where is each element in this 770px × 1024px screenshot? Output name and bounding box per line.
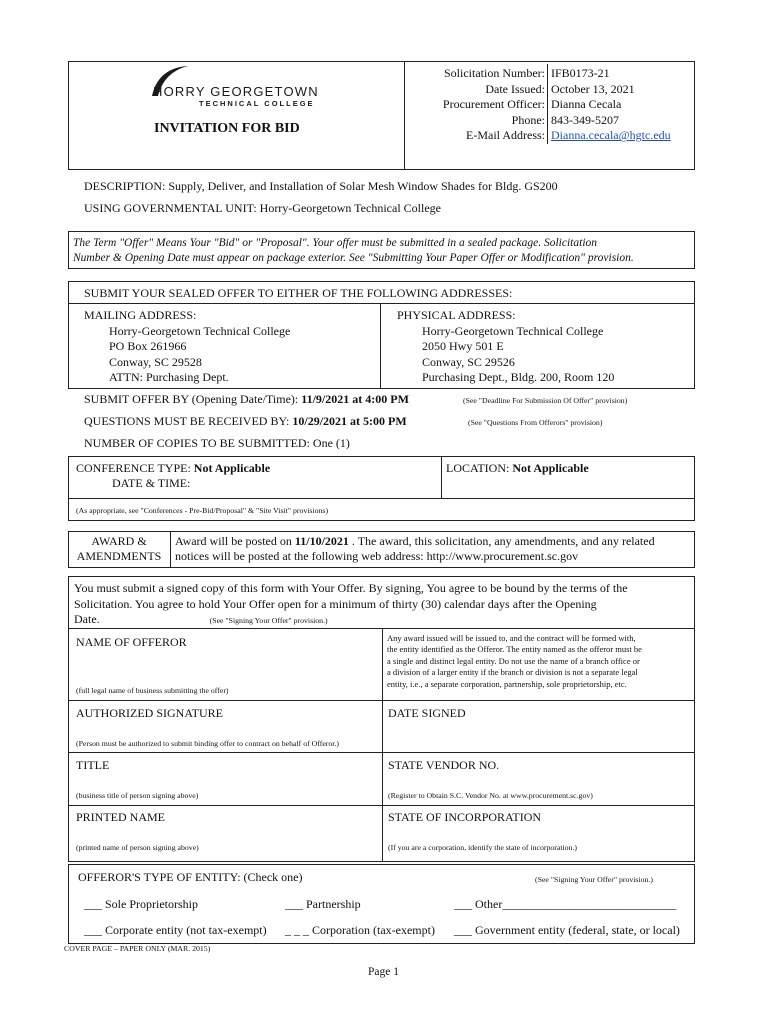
vendor-number-note: (Register to Obtain S.C. Vendor No. at www.procurement.sc.gov) — [388, 791, 593, 800]
offer-notice-line2: Number & Opening Date must appear on package exterior. See "Submitting Your Paper Offer or Modification" provision. — [73, 252, 634, 264]
questions-by-note: (See "Questions From Offerors" provision) — [468, 418, 603, 427]
award-text-part: . The award, this solicitation, any amendments, and any related — [348, 534, 655, 548]
award-text — [175, 534, 655, 564]
physical-address-title: PHYSICAL ADDRESS: — [397, 308, 516, 322]
submit-by-label: SUBMIT OFFER BY (Opening Date/Time): — [84, 392, 302, 406]
date-issued-label: Date Issued: — [485, 81, 545, 96]
mailing-address — [84, 308, 290, 386]
name-of-offeror-label: NAME OF OFFEROR — [76, 635, 187, 649]
title-field[interactable] — [68, 772, 382, 790]
questions-by-label: QUESTIONS MUST BE RECEIVED BY: — [84, 414, 293, 428]
field-separator — [547, 64, 548, 144]
conference-note: (As appropriate, see "Conferences - Pre-Bid/Proposal" & "Site Visit" provisions) — [76, 506, 329, 515]
email-link[interactable]: Dianna.cecala@hgtc.edu — [551, 128, 671, 143]
procurement-officer-label: Procurement Officer: — [442, 97, 545, 112]
rule-printed — [68, 805, 695, 806]
incorporation-field[interactable] — [383, 824, 693, 842]
entity-explanation-line: the entity identified as the Offeror. The entity named as the offeror must be — [387, 644, 642, 655]
title-label: TITLE — [76, 758, 110, 772]
entity-option-government[interactable]: ___ Government entity (federal, state, or local) — [454, 923, 680, 937]
phone-label: Phone: — [511, 112, 545, 127]
questions-by-value: 10/29/2021 at 5:00 PM — [292, 414, 407, 428]
submit-header: SUBMIT YOUR SEALED OFFER TO EITHER OF THE FOLLOWING ADDRESSES: — [84, 286, 513, 300]
printed-name-label: PRINTED NAME — [76, 810, 165, 824]
offer-notice-line1: The Term "Offer" Means Your "Bid" or "Proposal". Your offer must be submitted in a sealed package. Solicitation — [73, 237, 598, 249]
authorized-signature-field[interactable] — [68, 720, 382, 738]
title-note: (business title of person signing above) — [76, 791, 199, 800]
entity-explanation — [387, 633, 642, 690]
addresses-divider — [380, 303, 381, 389]
entity-explanation-line: a division of a larger entity if the branch or division is not a separate legal — [387, 667, 638, 678]
entity-option-corporation-tax-exempt[interactable]: _ _ _ Corporation (tax-exempt) — [285, 923, 435, 937]
entity-type-title: OFFEROR'S TYPE OF ENTITY: (Check one) — [78, 870, 303, 884]
entity-option-partnership[interactable]: ___ Partnership — [285, 897, 361, 911]
conference-rule — [68, 498, 695, 499]
using-unit: USING GOVERNMENTAL UNIT: Horry-Georgetown Technical College — [84, 201, 441, 215]
authorized-signature-label: AUTHORIZED SIGNATURE — [76, 706, 223, 720]
submit-by — [84, 392, 409, 407]
signing-line: You must submit a signed copy of this form with Your Offer. By signing, You agree to be bound by the terms of the — [74, 581, 628, 595]
award-label-line1: AWARD & — [91, 534, 147, 548]
solicitation-number-label: Solicitation Number: — [444, 66, 545, 80]
header-field-values — [551, 66, 671, 144]
header-field-labels — [405, 66, 545, 144]
offer-notice — [73, 236, 634, 266]
entity-type-note: (See "Signing Your Offer" provision.) — [535, 875, 653, 884]
award-label-line2: AMENDMENTS — [76, 549, 162, 563]
conference-type — [76, 461, 270, 476]
entity-explanation-line: a single and distinct legal entity. Do not use the name of a branch office or — [387, 655, 640, 666]
solicitation-number-value: IFB0173-21 — [551, 66, 610, 80]
name-of-offeror-field[interactable] — [68, 650, 382, 684]
college-name-line2: TECHNICAL COLLEGE — [199, 99, 315, 108]
mailing-address-title: MAILING ADDRESS: — [84, 308, 197, 322]
location-label: LOCATION: — [446, 461, 513, 475]
printed-name-field[interactable] — [68, 824, 382, 842]
questions-by — [84, 414, 407, 429]
conference-location — [446, 461, 589, 476]
copies: NUMBER OF COPIES TO BE SUBMITTED: One (1) — [84, 436, 350, 450]
name-of-offeror-note: (full legal name of business submitting the offer) — [76, 686, 229, 695]
entity-explanation-line: Any award issued will be issued to, and the contract will be formed with, — [387, 633, 636, 643]
description: DESCRIPTION: Supply, Deliver, and Installation of Solar Mesh Window Shades for Bldg. GS200 — [84, 179, 558, 193]
conference-type-label: CONFERENCE TYPE: — [76, 461, 194, 475]
mailing-line: Horry-Georgetown Technical College — [109, 323, 291, 338]
addresses-header-rule — [68, 303, 695, 304]
entity-option-corporate[interactable]: ___ Corporate entity (not tax-exempt) — [84, 923, 267, 937]
email-label: E-Mail Address: — [466, 128, 545, 143]
page-number: Page 1 — [368, 966, 399, 978]
signing-line: Date. — [74, 612, 100, 626]
printed-name-note: (printed name of person signing above) — [76, 843, 199, 852]
physical-line: Horry-Georgetown Technical College — [422, 323, 604, 338]
phone-value: 843-349-5207 — [551, 112, 619, 127]
date-signed-label: DATE SIGNED — [388, 706, 466, 720]
conference-type-value: Not Applicable — [193, 461, 271, 475]
award-date: 11/10/2021 — [294, 534, 349, 548]
award-text-part: Award will be posted on — [175, 534, 295, 548]
signing-note: (See "Signing Your Offer" provision.) — [209, 616, 328, 625]
entity-option-other[interactable]: ___ Other_____________________________ — [454, 897, 677, 911]
award-divider — [170, 531, 171, 568]
authorized-signature-note: (Person must be authorized to submit binding offer to contract on behalf of Offeror.) — [76, 739, 340, 748]
submit-by-note: (See "Deadline For Submission Of Offer" provision) — [463, 396, 628, 405]
entity-option-sole-proprietorship[interactable]: ___ Sole Proprietorship — [84, 897, 198, 911]
conference-date-label: DATE & TIME: — [112, 476, 191, 490]
vendor-number-label: STATE VENDOR NO. — [388, 758, 500, 772]
date-issued-value: October 13, 2021 — [551, 81, 635, 96]
college-name-line1: HORRY GEORGETOWN — [153, 84, 319, 99]
signing-line: Solicitation. You agree to hold Your Offer open for a minimum of thirty (30) calendar days after the Opening — [74, 596, 597, 611]
cover-page-note: COVER PAGE – PAPER ONLY (MAR. 2015) — [64, 944, 211, 953]
physical-address — [397, 308, 614, 386]
procurement-officer-value: Dianna Cecala — [551, 97, 622, 112]
incorporation-note: (If you are a corporation, identify the state of incorporation.) — [388, 843, 578, 852]
location-value: Not Applicable — [512, 461, 589, 475]
award-label — [68, 534, 170, 564]
rule-auth — [68, 700, 695, 701]
date-signed-field[interactable] — [383, 720, 693, 750]
vendor-number-field[interactable] — [383, 772, 693, 790]
physical-line: 2050 Hwy 501 E — [422, 339, 504, 354]
incorporation-label: STATE OF INCORPORATION — [388, 810, 542, 824]
submit-by-value: 11/9/2021 at 4:00 PM — [301, 392, 409, 406]
physical-line: Purchasing Dept., Bldg. 200, Room 120 — [422, 370, 615, 385]
signing-statement — [74, 581, 628, 629]
mailing-line: PO Box 261966 — [109, 339, 187, 354]
mailing-line: Conway, SC 29528 — [109, 354, 202, 369]
mailing-line: ATTN: Purchasing Dept. — [109, 370, 229, 385]
document-title: INVITATION FOR BID — [154, 121, 300, 136]
physical-line: Conway, SC 29526 — [422, 354, 515, 369]
conference-divider — [441, 456, 442, 498]
rule-title — [68, 752, 695, 753]
entity-explanation-line: entity, i.e., a separate corporation, partnership, sole proprietorship, etc. — [387, 678, 627, 689]
award-web-notice: notices will be posted at the following web address: http://www.procurement.sc.gov — [175, 549, 579, 563]
